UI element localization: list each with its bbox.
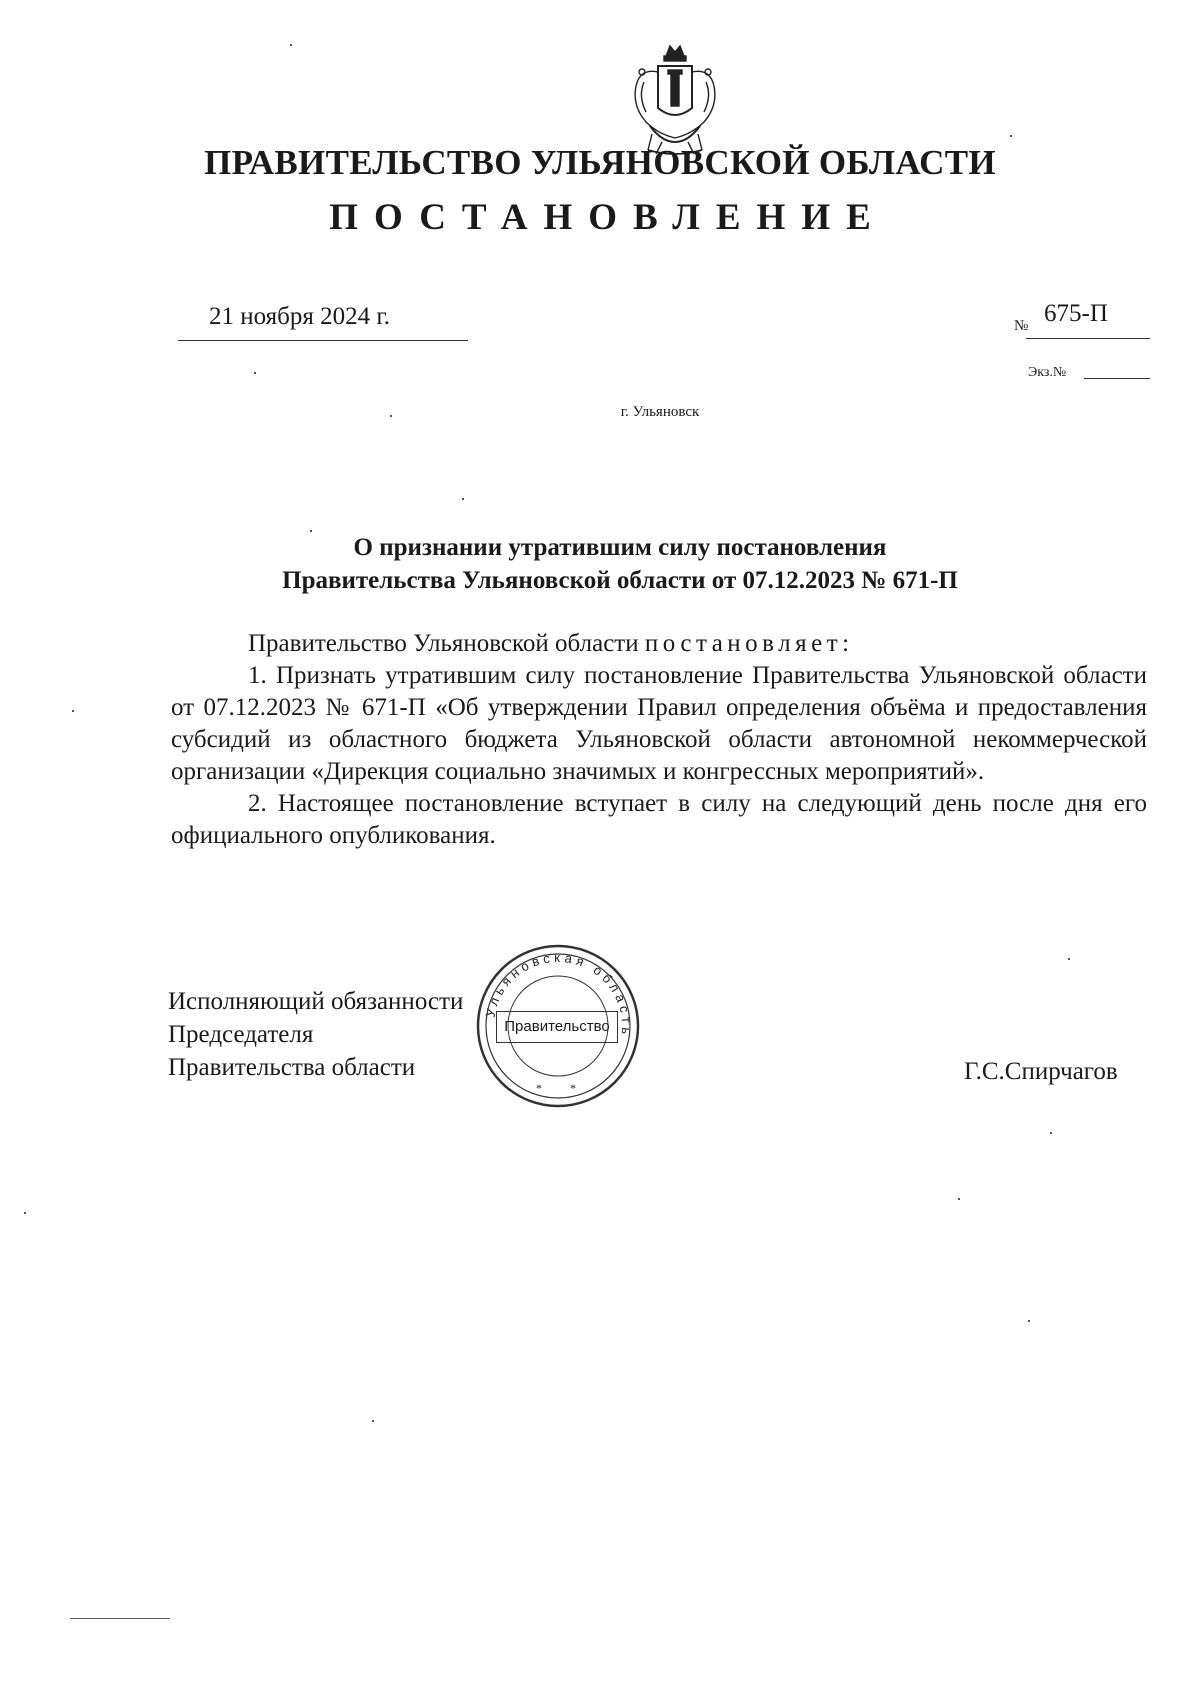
copy-number-label: Экз.№ <box>1028 365 1067 380</box>
lead-verb: постановляет: <box>644 630 854 657</box>
body-lead <box>171 628 1147 660</box>
number-sign: № <box>1014 318 1029 334</box>
scan-speck <box>1010 135 1012 137</box>
signer-name: Г.С.Спирчагов <box>964 1058 1118 1085</box>
organization-title: ПРАВИТЕЛЬСТВО УЛЬЯНОВСКОЙ ОБЛАСТИ <box>204 143 996 182</box>
stamp-ring-text: Ульяновская область <box>482 949 635 1039</box>
scan-speck <box>254 372 256 374</box>
scan-speck <box>24 1212 26 1214</box>
scan-speck <box>372 1420 374 1422</box>
scan-speck <box>1068 958 1070 960</box>
document-type-title: ПОСТАНОВЛЕНИЕ <box>329 197 887 238</box>
signature-line-1: Исполняющий обязанности <box>168 988 464 1015</box>
lead-prefix: Правительство Ульяновской области <box>248 630 639 657</box>
scan-speck <box>1050 1132 1052 1134</box>
document-number: 675-П <box>1044 300 1108 327</box>
scan-speck <box>310 530 312 532</box>
document-date: 21 ноября 2024 г. <box>209 303 391 330</box>
subject-line-2: Правительства Ульяновской области от 07.12.2023 № 671-П <box>282 567 958 594</box>
document-subject <box>240 531 1000 597</box>
body-item-1: 1. Признать утратившим силу постановление Правительства Ульяновской области от 07.12.2023 № 671-П «Об утверждении Правил определения объёма и предоставления субсидий из областного бюджета Ульяновской области автономной некоммерческой организации «Дирекция социально значимых и конгрессных мероприятий». <box>171 662 1147 785</box>
scan-speck <box>462 498 464 500</box>
scan-speck <box>72 710 74 712</box>
date-underline <box>178 340 468 341</box>
scan-speck <box>290 44 292 46</box>
coat-of-arms-icon <box>622 42 728 158</box>
signature-line-2: Председателя <box>168 1021 314 1048</box>
copy-number-underline <box>1084 378 1150 379</box>
city-name: г. Ульяновск <box>620 404 700 420</box>
body-item-2: 2. Настоящее постановление вступает в силу на следующий день после дня его официального опубликования. <box>171 790 1147 849</box>
scan-speck <box>390 415 392 417</box>
scan-speck <box>1028 1320 1030 1322</box>
signature-line-3: Правительства области <box>168 1054 416 1081</box>
document-body <box>171 628 1147 852</box>
stamp-center-label: Правительство <box>496 1011 618 1043</box>
scan-speck <box>70 1618 170 1619</box>
subject-line-1: О признании утратившим силу постановления <box>353 534 887 561</box>
number-underline <box>1026 338 1150 339</box>
svg-text:*: * <box>536 1081 542 1095</box>
scan-speck <box>958 1198 960 1200</box>
svg-text:*: * <box>570 1081 576 1095</box>
signature-position <box>168 985 463 1084</box>
